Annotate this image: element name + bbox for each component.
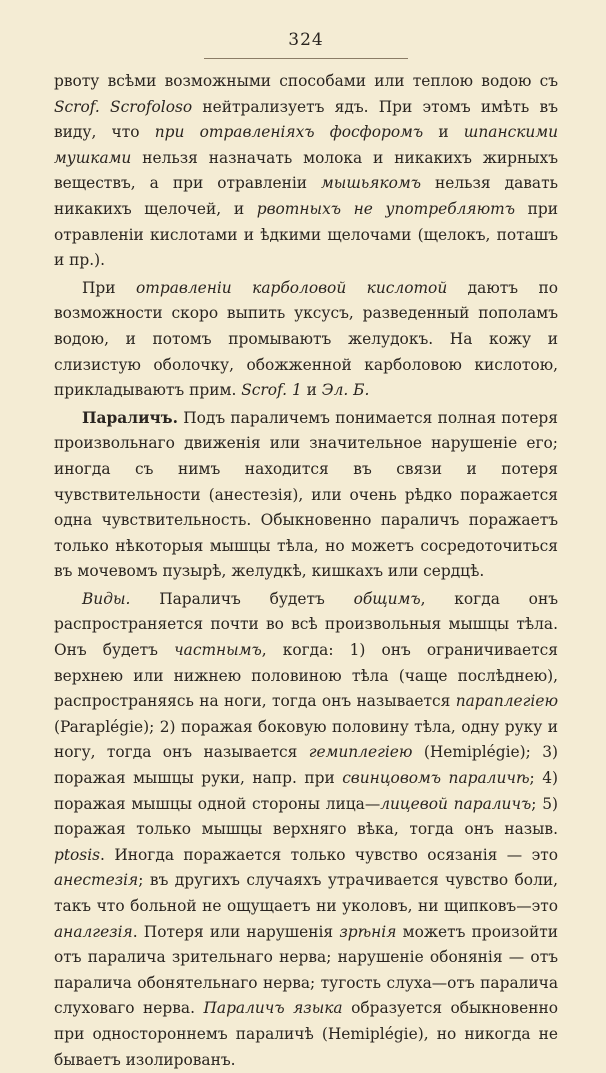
text-run: при отравленiи кислотами и ѣдкими щелочами (щелокъ, поташъ и пр.). xyxy=(54,199,558,270)
text-run: , когда онъ распространяется почти во всѣ произвольныя мышцы тѣла. Онъ будетъ xyxy=(54,589,558,660)
paragraph xyxy=(54,276,558,404)
text-run: . Потеря или нарушенiя xyxy=(132,922,340,941)
text-run: ; въ другихъ случаяхъ утрачивается чувство боли, такъ что больной не ощущаетъ ни уколовъ, ни щипковъ—это xyxy=(54,871,558,915)
italic-term: свинцовомъ параличѣ xyxy=(342,769,530,788)
text-run: и xyxy=(423,123,464,142)
italic-term: при отравленiяхъ фосфоромъ xyxy=(154,123,424,142)
text-run: Подъ параличемъ понимается полная потеря произвольнаго движенiя или значительное нарушенiе его; иногда съ нимъ находится въ связи и потеря чувствительности (анестезiя), или очень рѣдко поражается одна чувствительность. Обыкновенно параличъ поражаетъ только нѣкоторыя мышцы тѣла, но можетъ сосредоточиться въ мочевомъ пузырѣ, желудкѣ, кишкахъ или сердцѣ. xyxy=(54,408,558,581)
text-run: нейтрализуетъ ядъ. При этомъ имѣть въ виду, что xyxy=(54,97,558,142)
page-number-rule xyxy=(204,58,408,59)
italic-term: Виды. xyxy=(82,589,131,608)
italic-term: Scrof. 1 xyxy=(241,381,302,400)
text-run: образуется обыкновенно при одностороннемъ параличѣ (Hemiplégie), но никогда не бываетъ изолированъ. xyxy=(54,999,558,1069)
italic-term: шпанскими мушками xyxy=(54,123,558,167)
text-run: (Hemiplégie); 3) поражая мышцы руки, напр. при xyxy=(54,743,558,788)
italic-term: аналгезiя xyxy=(54,922,133,941)
text-run: и xyxy=(301,381,322,400)
text-run: нельзя давать никакихъ щелочей, и xyxy=(54,174,558,218)
body-text xyxy=(54,69,558,1073)
text-run: можетъ произойти отъ паралича зрительнаго нерва; нарушенiе обонянiя — отъ паралича обонятельнаго нерва; тугость слуха—отъ паралича слуховаго нерва. xyxy=(54,922,559,1018)
italic-term: лицевой параличъ xyxy=(380,794,532,813)
italic-term: мышьякомъ xyxy=(321,174,421,193)
italic-term: анестезiя xyxy=(54,871,139,890)
text-run: нельзя назначать молока и никакихъ жирныхъ веществъ, а при отравленiи xyxy=(54,148,558,193)
text-run: , когда: 1) онъ ограничивается верхнею или нижнею половиною тѣла (чаще послѣднею), распространяясь на ноги, тогда онъ называется xyxy=(54,641,558,711)
italic-term: ptosis xyxy=(54,845,101,864)
italic-term: Эл. Б. xyxy=(321,381,370,400)
italic-term: рвотныхъ не употребляютъ xyxy=(256,199,515,218)
paragraph xyxy=(54,406,558,585)
paragraph xyxy=(54,587,558,1073)
text-run: Параличъ будетъ xyxy=(130,589,354,608)
text-run: даютъ по возможности скоро выпить уксусъ, разведенный пополамъ водою, и потомъ промываютъ желудокъ. На кожу и слизистую оболочку, обожженной карболовою кислотою, прикладываютъ прим. xyxy=(54,278,558,400)
italic-term: общимъ xyxy=(353,589,421,608)
paragraph xyxy=(54,69,558,274)
italic-term: зрѣнiя xyxy=(339,922,397,941)
text-run: . Иногда поражается только чувство осязанiя — это xyxy=(100,845,558,864)
italic-term: Параличъ языка xyxy=(203,999,343,1018)
italic-term: отравленiи карболовой кислотой xyxy=(135,278,448,297)
italic-term: частнымъ xyxy=(174,641,262,660)
bold-heading: Параличъ. xyxy=(82,408,178,427)
text-run: ; 4) поражая мышцы одной стороны лица— xyxy=(54,769,558,813)
italic-term: параплегiею xyxy=(455,692,558,711)
text-run: ; 5) поражая только мышцы верхняго вѣка, тогда онъ назыв. xyxy=(54,794,559,839)
text-run: При xyxy=(82,278,136,297)
page-number: 324 xyxy=(288,30,324,50)
italic-term: гемиплегiею xyxy=(308,743,413,762)
text-run: рвоту всѣми возможными способами или теплою водою съ xyxy=(54,72,558,90)
text-run: (Paraplégie); 2) поражая боковую половину тѣла, одну руку и ногу, тогда онъ называется xyxy=(54,717,558,762)
italic-term: Scrof. Scrofoloso xyxy=(54,97,193,116)
